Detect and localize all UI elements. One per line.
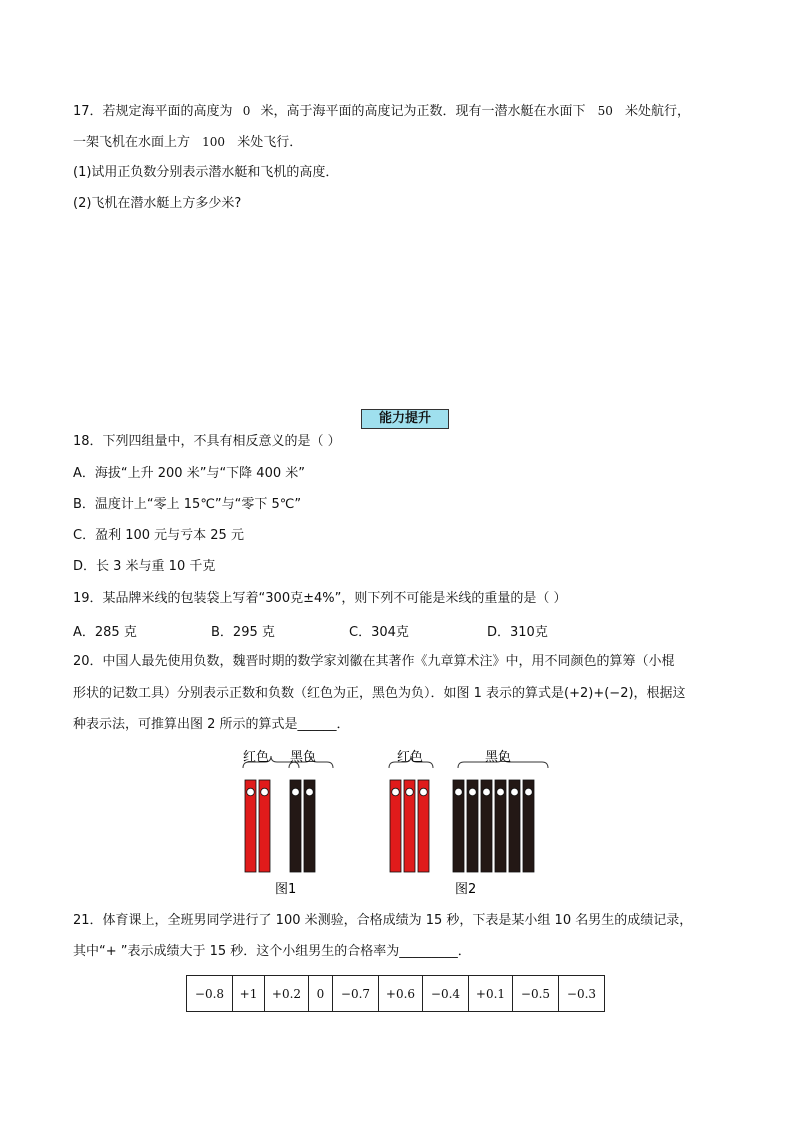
counting-rods [245,780,534,872]
rod-hole [455,788,463,796]
rod-hole [306,788,314,796]
rod-hole [497,788,505,796]
rod-hole [469,788,477,796]
section-banner: 能力提升 [361,409,449,429]
rod-hole [247,788,255,796]
q21-line1: 21．体育课上，全班男同学进行了 100 米测验，合格成绩为 15 秒，下表是某小组 10 名男生的成绩记录， [73,913,693,928]
score-cell: −0.7 [333,976,379,1012]
rod-hole [261,788,269,796]
q17-text-a: 17．若规定海平面的高度为 [73,104,233,119]
q17-text-c: 米处航行， [625,104,691,119]
score-cell: 0 [309,976,333,1012]
fig1-black-label: 黑色 [290,750,317,765]
fig2-red-label: 红色 [397,750,424,765]
score-cell: −0.8 [187,976,233,1012]
q17-text-e: 米处飞行． [237,135,303,150]
rod-hole [483,788,491,796]
q19-option-b: B．295 克 [211,625,275,640]
q18-option-b: B．温度计上“零上 15℃”与“零下 5℃” [73,497,302,512]
score-cell: +0.1 [469,976,513,1012]
q17-part1: (1)试用正负数分别表示潜水艇和飞机的高度． [73,165,339,180]
fig1-caption: 图1 [275,882,297,897]
q18-stem: 18．下列四组量中，不具有相反意义的是（ ） [73,434,341,449]
score-cell: −0.3 [559,976,605,1012]
counting-rods-figure [235,745,565,900]
q19-option-c: C．304克 [349,625,409,640]
rod-hole [392,788,400,796]
q17-text-b: 米，高于海平面的高度记为正数．现有一潜水艇在水面下 [260,104,586,119]
score-cell: −0.5 [513,976,559,1012]
rod-hole [406,788,414,796]
rod-hole [420,788,428,796]
q17-part2: (2)飞机在潜水艇上方多少米? [73,196,242,211]
fig2-black-label: 黑色 [485,750,512,765]
q21-line2: 其中“+ ”表示成绩大于 15 秒．这个小组男生的合格率为_________． [73,944,471,959]
q17-value-fifty: 50 [597,104,613,118]
fig2-caption: 图2 [455,882,477,897]
q20-line3: 种表示法，可推算出图 2 所示的算式是______． [73,717,350,732]
fig1-red-label: 红色 [243,750,270,765]
rod-hole [292,788,300,796]
q19-option-d: D．310克 [487,625,548,640]
rod-hole [511,788,519,796]
table-row [187,976,605,1012]
q20-line1: 20．中国人最先使用负数，魏晋时期的数学家刘徽在其著作《九章算术注》中，用不同颜色的算筹（小棍 [73,654,675,669]
q17-line1 [73,102,690,121]
q17-line2 [73,133,302,152]
score-cell: +0.6 [379,976,423,1012]
score-cell: +1 [233,976,265,1012]
score-cell: +0.2 [265,976,309,1012]
score-cell: −0.4 [423,976,469,1012]
q19-stem: 19．某品牌米线的包装袋上写着“300克±4%”，则下列不可能是米线的重量的是（ ） [73,591,567,606]
score-table [186,975,605,1012]
rod-hole [525,788,533,796]
q19-option-a: A．285 克 [73,625,137,640]
q18-option-c: C．盈利 100 元与亏本 25 元 [73,528,244,543]
q17-text-d: 一架飞机在水面上方 [73,135,191,150]
q17-value-hundred: 100 [202,135,226,149]
q20-line2: 形状的记数工具）分别表示正数和负数（红色为正，黑色为负）．如图 1 表示的算式是(+2)+(−2)，根据这 [73,686,686,701]
q18-option-a: A．海拔“上升 200 米”与“下降 400 米” [73,466,305,481]
q18-option-d: D．长 3 米与重 10 千克 [73,559,216,574]
q19-options [73,621,593,639]
q17-value-zero: 0 [242,104,251,118]
